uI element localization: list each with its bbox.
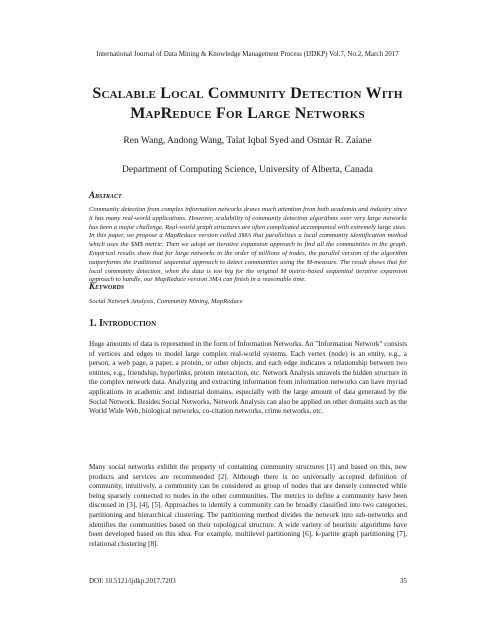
doi-link[interactable]: DOI: 10.5121/ijdkp.2017.7203	[89, 577, 176, 585]
intro-paragraph-2: Many social networks exhibit the property of containing community structures [1] and based on this, new products and services are recommended [2]. Although there is no universally accepted definition of community, intuitively, a community can be considered as group of nodes that are densely connected while being sparsely connected to nodes in the other communities. The metrics to define a community have been discussed in [3], [4], [5]. Approaches to identify a community can be broadly classified into two categories, partitioning and hierarchical clustering. The partitioning method divides the network into sub-networks and identifies the communities based on their topological structure. A wide variety of heuristic algorithms have been developed based on this idea. For example, multilevel partitioning [6], k-partite graph partitioning [7], relational clustering [8].	[89, 463, 407, 548]
author-list: Ren Wang, Andong Wang, Talat Iqbal Syed and Osmar R. Zaïane	[123, 136, 372, 146]
keywords-heading: Keywords	[89, 281, 125, 291]
title-line-2: MapReduce For Large Networks	[130, 105, 365, 122]
keywords-text: Social Network Analysis, Community Mining, MapReduce	[89, 298, 243, 305]
title-line-1: Scalable Local Community Detection With	[92, 85, 403, 102]
abstract-text: Community detection from complex information networks draws much attention from both academia and industry since it has many real-world applications. However, scalability of community detection algorithms over very large networks has been a major challenge. Real-world graph structures are often complicated accompanied with extremely large sizes. In this paper, we propose a MapReduce version called 3MA that parallelizes a local community identification method which uses the $M$ metric. Then we adopt an iterative expansion approach to find all the communities in the graph. Empirical results show that for large networks in the order of millions of nodes, the parallel version of the algorithm outperforms the traditional sequential approach to detect communities using the M-measure. The result shows that for local community detection, when the data is too big for the original M metric-based sequential iterative expansion approach to handle, our MapReduce version 3MA can finish in a reasonable time.	[89, 206, 407, 284]
introduction-heading: 1. Introduction	[89, 318, 157, 329]
intro-paragraph-1: Huge amounts of data is represented in the form of Information Networks. An "Information Network" consists of vertices and edges to model large complex real-world systems. Each vertex (node) is an entity, e.g., a person, a web page, a paper, a protein, or other objects, and each edge indicates a relationship between two entities, e.g., friendship, hyperlinks, protein interaction, etc. Network Analysis unravels the hidden structure in the complex network data. Analyzing and extracting information from information networks can have myriad applications in academic and industrial domains, especially with the large amount of data generated by the Social Network. Besides Social Networks, Network Analysis can also be applied on other domains such as the World Wide Web, biological networks, co-citation networks, crime networks, etc.	[89, 340, 407, 416]
paper-title	[60, 84, 435, 124]
journal-header: International Journal of Data Mining & Knowledge Management Process (IJDKP) Vol.7, No.2, March 2017	[96, 50, 399, 58]
abstract-heading: Abstract	[89, 190, 122, 200]
page-number: 35	[400, 577, 407, 585]
affiliation: Department of Computing Science, University of Alberta, Canada	[122, 165, 373, 175]
